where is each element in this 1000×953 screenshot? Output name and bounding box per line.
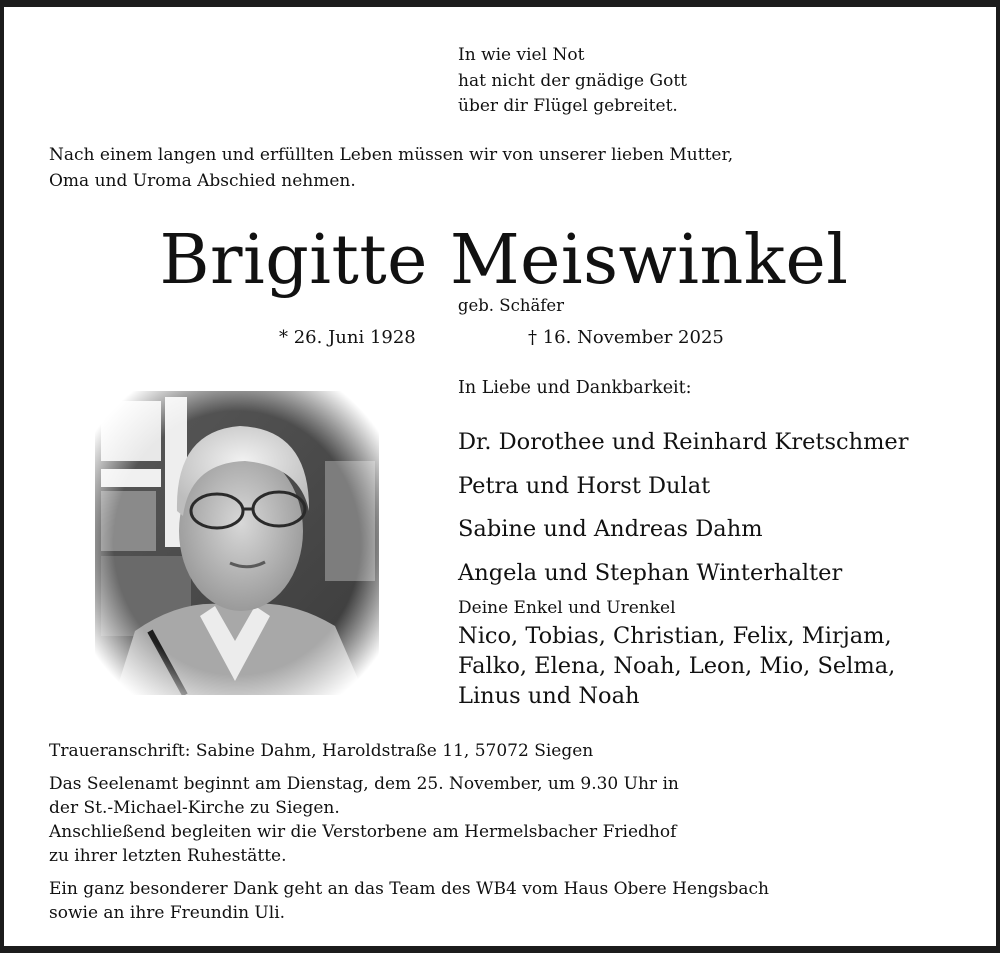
service-line: zu ihrer letzten Ruhestätte.	[49, 846, 287, 866]
grandchildren-label: Deine Enkel und Urenkel	[458, 598, 676, 618]
verse-line: hat nicht der gnädige Gott	[458, 70, 687, 91]
thanks-line: sowie an ihre Freundin Uli.	[49, 903, 286, 923]
service-line: der St.-Michael-Kirche zu Siegen.	[49, 798, 340, 818]
mourners-intro: In Liebe und Dankbarkeit:	[458, 378, 692, 398]
mourning-address: Traueranschrift: Sabine Dahm, Haroldstraße 11, 57072 Siegen	[49, 741, 594, 761]
service-line: Das Seelenamt beginnt am Dienstag, dem 25. November, um 9.30 Uhr in	[49, 774, 679, 794]
intro-line: Oma und Uroma Abschied nehmen.	[49, 170, 356, 191]
intro-text	[49, 143, 733, 194]
maiden-name: geb. Schäfer	[457, 296, 565, 315]
thanks-note	[49, 877, 769, 925]
service-line: Anschließend begleiten wir die Verstorbene am Hermelsbacher Friedhof	[49, 822, 677, 842]
service-details	[49, 772, 679, 868]
family-entry: Dr. Dorothee und Reinhard Kretschmer	[458, 429, 909, 455]
grandchildren-line: Falko, Elena, Noah, Leon, Mio, Selma,	[458, 653, 896, 679]
bible-verse	[458, 43, 687, 120]
deceased-name: Brigitte Meiswinkel	[159, 221, 849, 300]
verse-line: über dir Flügel gebreitet.	[458, 96, 678, 116]
grandchildren-line: Nico, Tobias, Christian, Felix, Mirjam,	[458, 623, 892, 649]
family-entry: Angela und Stephan Winterhalter	[458, 559, 843, 586]
family-list	[458, 421, 909, 595]
death-date: † 16. November 2025	[528, 327, 724, 348]
family-entry: Petra und Horst Dulat	[458, 472, 711, 499]
grandchildren-list	[458, 621, 895, 711]
family-entry: Sabine und Andreas Dahm	[458, 516, 763, 542]
intro-line: Nach einem langen und erfüllten Leben müssen wir von unserer lieben Mutter,	[49, 145, 734, 165]
verse-line: In wie viel Not	[458, 45, 585, 65]
birth-date: * 26. Juni 1928	[279, 327, 416, 348]
grandchildren-line: Linus und Noah	[458, 683, 640, 709]
portrait-photo	[95, 391, 379, 695]
thanks-line: Ein ganz besonderer Dank geht an das Team des WB4 vom Haus Obere Hengsbach	[49, 879, 770, 899]
